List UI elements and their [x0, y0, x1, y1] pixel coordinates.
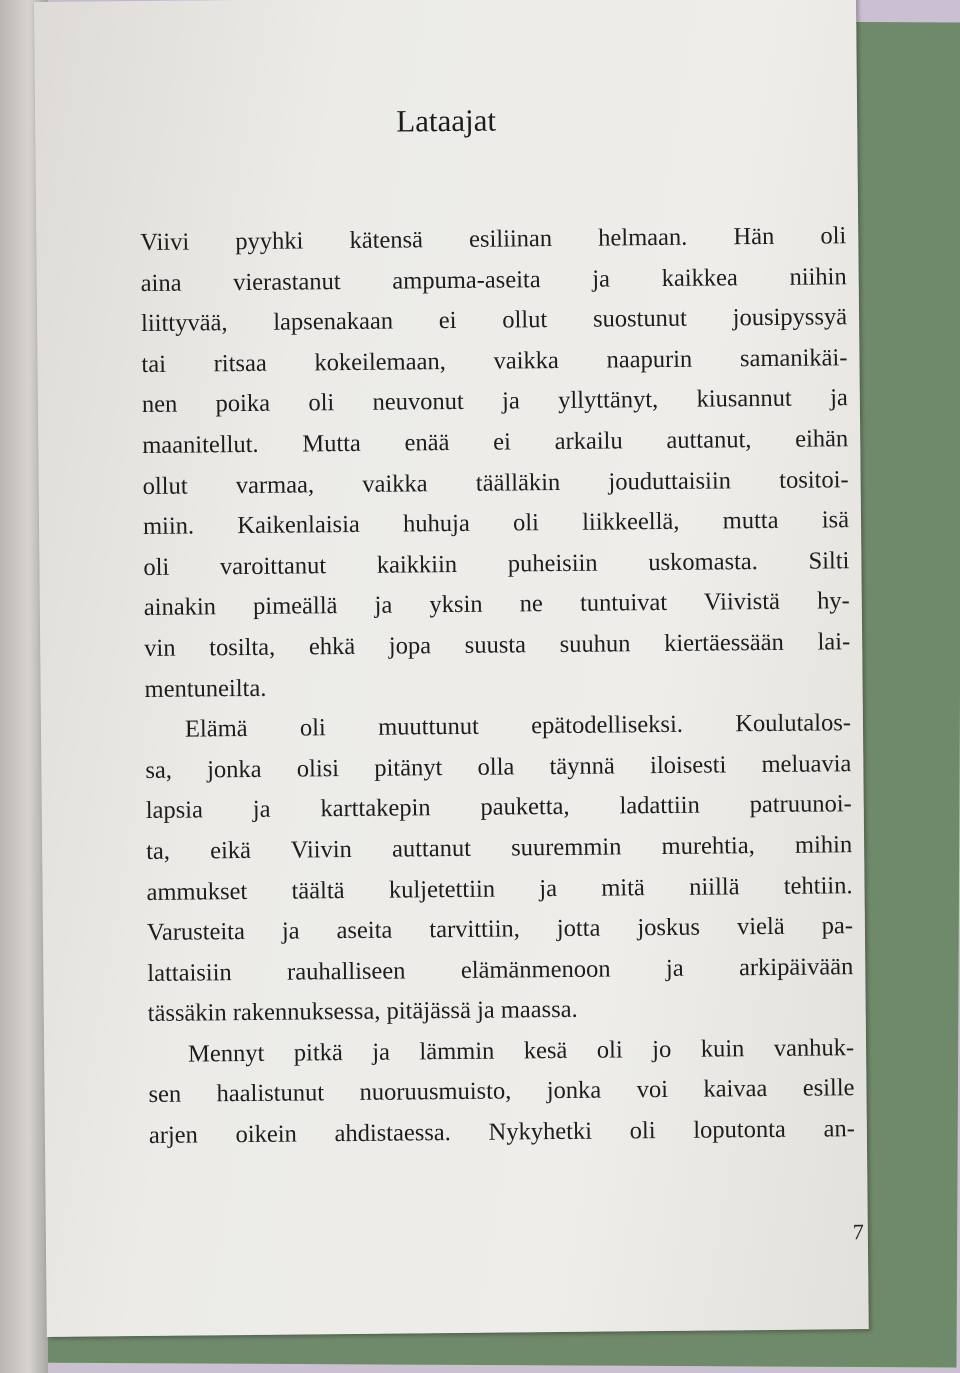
- text-line: oli varoittanut kaikkiin puheisiin uskomasta. Silti: [143, 546, 850, 581]
- text-line: nen poika oli neuvonut ja yllyttänyt, kiusannut ja: [141, 384, 848, 419]
- text-line: ollut varmaa, vaikka täälläkin jouduttaisiin tositoi-: [142, 465, 849, 500]
- book-page: [34, 0, 869, 1337]
- text-line: vin tosilta, ehkä jopa suusta suuhun kiertäessään lai-: [144, 628, 851, 662]
- text-line: tai ritsaa kokeilemaan, vaikka naapurin samanikäi-: [141, 343, 848, 378]
- text-line: arjen oikein ahdistaessa. Nykyhetki oli loputonta an-: [148, 1115, 855, 1150]
- text-line: maanitellut. Mutta enää ei arkailu auttanut, eihän: [142, 425, 849, 459]
- text-line: lattaisiin rauhalliseen elämänmenoon ja arkipäivään: [147, 952, 854, 987]
- text-line: lapsia ja karttakepin pauketta, ladattiin patruunoi-: [145, 790, 852, 825]
- text-line: Varusteita ja aseita tarvittiin, jotta joskus vielä pa-: [146, 912, 854, 947]
- text-line: mentuneilta.: [144, 674, 267, 703]
- text-line: sa, jonka olisi pitänyt olla täynnä iloisesti meluavia: [145, 749, 852, 784]
- text-line: Elämä oli muuttunut epätodelliseksi. Koulutalos-: [184, 709, 852, 743]
- text-line: ammukset täältä kuljetettiin ja mitä niillä tehtiin.: [146, 871, 853, 906]
- text-line: Mennyt pitkä ja lämmin kesä oli jo kuin vanhuk-: [187, 1034, 855, 1068]
- text-line: ainakin pimeällä ja yksin ne tuntuivat Viivistä hy-: [143, 587, 850, 622]
- text-line: aina vierastanut ampuma-aseita ja kaikkea niihin: [140, 262, 847, 297]
- page-number: 7: [852, 1219, 864, 1245]
- text-line: liittyvää, lapsenakaan ei ollut suostunut jousipyssyä: [140, 303, 848, 338]
- text-line: ta, eikä Viivin auttanut suuremmin murehtia, mihin: [146, 831, 853, 865]
- text-line: Viivi pyyhki kätensä esiliinan helmaan. Hän oli: [140, 222, 847, 256]
- text-line: tässäkin rakennuksessa, pitäjässä ja maassa.: [147, 996, 578, 1028]
- chapter-title: Lataajat: [396, 102, 497, 139]
- text-line: miin. Kaikenlaisia huhuja oli liikkeellä, mutta isä: [142, 506, 850, 541]
- text-line: sen haalistunut nuoruusmuisto, jonka voi kaivaa esille: [148, 1074, 855, 1109]
- page-body-text: [140, 216, 855, 1156]
